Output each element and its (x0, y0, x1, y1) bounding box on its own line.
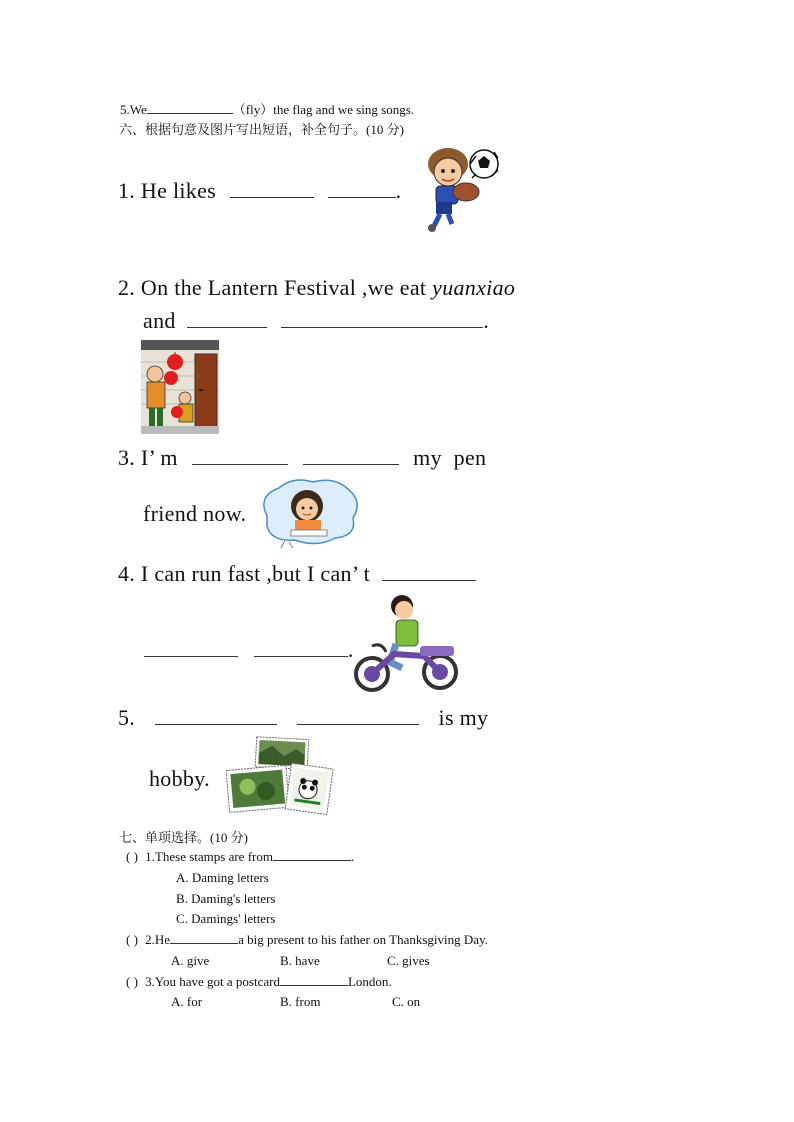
section6-title: 六、根据句意及图片写出短语，补全句子。(10 分) (119, 122, 404, 137)
s6-item4-end: . (347, 637, 354, 662)
family-lanterns-icon (141, 340, 219, 434)
s6-item4-line1 (118, 561, 476, 587)
boy-riding-bike-icon (352, 592, 462, 696)
s6-item1 (118, 178, 401, 204)
mc-q2-option-c[interactable]: C. gives (387, 953, 430, 968)
s6-item5-blank-1[interactable] (155, 708, 277, 725)
section7-title: 七、单项选择。(10 分) (119, 830, 248, 845)
s6-item5-tail: is my (438, 705, 489, 730)
mc-q1-stem-b: . (350, 849, 355, 864)
s6-item4-text: 4. I can run fast ,but I can’ t (118, 561, 371, 586)
girl-writing-letter-icon (257, 476, 361, 550)
s6-item2-blank-1[interactable] (187, 311, 267, 328)
mc-q3-stem (126, 974, 392, 990)
s6-item5-blank-2[interactable] (297, 708, 419, 725)
s6-item1-blank-2[interactable] (328, 181, 396, 198)
s6-item3-tail: my pen (413, 445, 487, 470)
mc-q2-blank[interactable] (170, 933, 238, 944)
s6-item1-end: . (395, 178, 402, 203)
s6-item4-blank-2[interactable] (144, 640, 238, 657)
stamps-icon (226, 736, 334, 818)
mc-q3-option-a[interactable]: A. for (171, 994, 203, 1009)
mc-q1-stem-a: 1.These stamps are from (145, 849, 273, 864)
fill-in-q5 (120, 99, 414, 118)
mc-q2-answer-paren[interactable]: ( ) (126, 932, 138, 947)
q5-hint: （fly） (232, 102, 274, 117)
s6-item4-blank-3[interactable] (254, 640, 348, 657)
s6-item1-blank-1[interactable] (230, 181, 314, 198)
s6-item2-blank-2[interactable] (281, 311, 483, 328)
s6-item2-line2 (143, 308, 489, 334)
s6-item3-text: 3. I’ m (118, 445, 178, 470)
mc-q2-option-b[interactable]: B. have (280, 953, 320, 968)
s6-item3-blank-2[interactable] (303, 448, 399, 465)
q5-number: 5.We (120, 102, 147, 117)
boy-playing-football-icon (414, 146, 504, 234)
mc-q3-stem-a: 3.You have got a postcard (145, 974, 280, 989)
s6-item4-line2 (144, 637, 354, 663)
mc-q3-option-c[interactable]: C. on (392, 994, 421, 1009)
mc-q3-option-b[interactable]: B. from (280, 994, 321, 1009)
mc-q3-answer-paren[interactable]: ( ) (126, 974, 138, 989)
s6-item1-text: 1. He likes (118, 178, 217, 203)
q5-blank[interactable] (147, 103, 233, 114)
s6-item2-text: 2. On the Lantern Festival ,we eat (118, 275, 427, 300)
mc-q1-option-a[interactable]: A. Daming letters (176, 870, 269, 885)
mc-q1-answer-paren[interactable]: ( ) (126, 849, 138, 864)
mc-q1-blank[interactable] (273, 850, 351, 861)
mc-q2-stem-b: a big present to his father on Thanksgiving Day. (238, 932, 488, 947)
s6-item2-italic: yuanxiao (432, 275, 516, 300)
s6-item5-line1 (118, 705, 488, 731)
q5-tail: the flag and we sing songs. (273, 102, 415, 117)
s6-item2-and: and (143, 308, 176, 333)
s6-item2-line1 (118, 275, 515, 301)
mc-q2-stem (126, 932, 488, 948)
mc-q1-stem (126, 849, 354, 865)
s6-item4-blank-1[interactable] (382, 564, 476, 581)
mc-q3-stem-b: London. (347, 974, 392, 989)
mc-q3-blank[interactable] (280, 975, 348, 986)
s6-item3-line2: friend now. (143, 501, 247, 526)
mc-q2-stem-a: 2.He (145, 932, 171, 947)
s6-item3-line1 (118, 445, 486, 471)
mc-q1-option-b[interactable]: B. Daming's letters (176, 891, 276, 906)
s6-item5-line2: hobby. (149, 766, 210, 791)
s6-item5-text: 5. (118, 705, 136, 730)
s6-item2-end: . (483, 308, 490, 333)
mc-q2-option-a[interactable]: A. give (171, 953, 210, 968)
s6-item3-blank-1[interactable] (192, 448, 288, 465)
mc-q1-option-c[interactable]: C. Damings' letters (176, 911, 276, 926)
